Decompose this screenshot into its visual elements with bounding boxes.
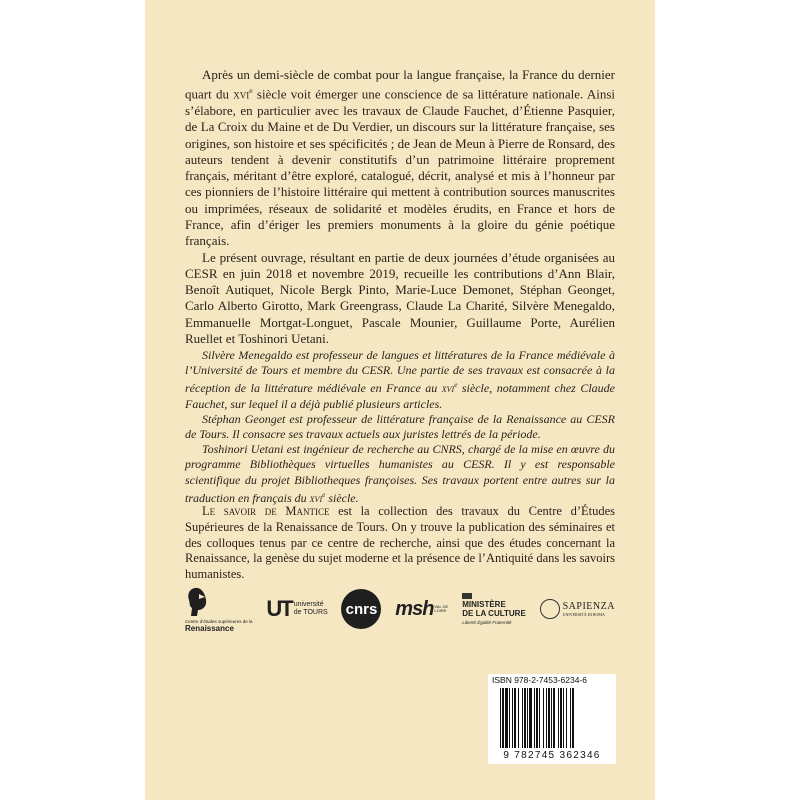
series-name: Le savoir de Mantice (202, 504, 330, 518)
universite-tours-logo (266, 596, 327, 622)
cnrs-wordmark: cnrs (341, 589, 381, 629)
sapienza-logo (540, 599, 615, 619)
ministere-line-2: DE LA CULTURE (462, 608, 526, 618)
cesr-caption: Centre d’études supérieures de la (185, 618, 253, 624)
collection-text: est la collection des travaux du Centre d’Études Supérieures de la Renaissance de Tours. On y trouve la publication des séminaires et des colloques tenus par ce centre de recherche, ainsi que des études concernant la Renaissance, la genèse du sujet moderne et la présence de l’Antiquité dans les savoirs humanistes. (185, 504, 615, 582)
ministere-motto: Liberté Égalité Fraternité (462, 620, 512, 625)
msh-caption: VAL DE LOIRE (434, 603, 449, 613)
marianne-icon (462, 593, 472, 599)
bio-geonget: Stéphan Geonget est professeur de littérature française de la Renaissance au CESR de Tours. Il consacre ses travaux actuels aux juristes lettrés de la période. (185, 411, 615, 442)
bio-uetani: Toshinori Uetani est ingénieur de recherche au CNRS, chargé de la mise en œuvre du programme Bibliothèques virtuelles humanistes au CESR. Il y est responsable scientifique du projet Bibliotheques françoises. Ses travaux portent entre autres sur la traduction en français du xvi$^e$ siècle. (185, 442, 615, 505)
barcode-digits: 9 782745 362346 (503, 750, 601, 761)
cesr-logo (185, 586, 253, 633)
summary-text (185, 67, 615, 347)
tours-wordmark (294, 601, 328, 617)
author-bios (185, 348, 615, 506)
summary-paragraph-1: Après un demi-siècle de combat pour la langue française, la France du dernier quart du xvi$^e$ siècle voit émerger une conscience de sa littérature nationale. Ainsi s’élabore, en particulier avec les travaux de Claude Fauchet, d’Étienne Pasquier, de La Croix du Maine et de Du Verdier, un discours sur la littérature française, ses origines, son histoire et ses spécificités ; de Jean de Meun à Pierre de Ronsard, des auteurs tendent à devenir constitutifs d’un patrimoine littéraire proprement français, méritant d’être exploré, catalogué, décrit, analysé et mis à l’honneur par ces pionniers de l’histoire littéraire qui mettent à contribution sources manuscrites ou imprimées, réseaux de solidarité et modèles érudits, en France et hors de France, afin d’ériger les premiers monuments à la gloire du génie poétique français. (185, 67, 615, 249)
sapienza-seal-icon (540, 599, 560, 619)
sapienza-caption: UNIVERSITÀ DI ROMA (562, 612, 605, 617)
msh-wordmark: msh (395, 597, 434, 620)
summary-paragraph-2: Le présent ouvrage, résultant en partie de deux journées d’étude organisées au CESR en juin 2018 et novembre 2019, recueille les contributions d’Ann Blair, Benoît Autiquet, Nicole Bergk Pinto, Marie-Luce Demonet, Stéphan Geonget, Carlo Alberto Girotto, Mark Greengrass, Claude La Charité, Silvère Menegaldo, Emmanuelle Mortgat-Longuet, Pascale Mounier, Guillaume Porte, Aurélien Ruellet et Toshinori Uetani. (185, 249, 615, 347)
cesr-head-icon (185, 586, 211, 618)
sapienza-name: SAPIENZA (562, 601, 615, 612)
collection-description (185, 504, 615, 583)
tours-line-2: de TOURS (293, 609, 328, 616)
isbn-label: ISBN 978-2-7453-6234-6 (492, 675, 587, 685)
sapienza-wordmark (563, 601, 615, 617)
msh-logo (395, 598, 448, 621)
bio-menegaldo: Silvère Menegaldo est professeur de langues et littératures de la France médiévale à l’Université de Tours et membre du CESR. Une partie de ses travaux est consacrée à la réception de la littérature médiévale en France au xvi$^e$ siècle, notamment chez Claude Fauchet, sur lequel il a déjà publié plusieurs articles. (185, 348, 615, 411)
tours-line-1: université (293, 601, 324, 608)
cesr-name: Renaissance (185, 623, 234, 633)
tours-monogram: UT (266, 596, 292, 621)
partner-logos (185, 584, 615, 634)
barcode (500, 688, 604, 750)
collection-paragraph (185, 504, 615, 583)
isbn-barcode-panel (488, 674, 616, 764)
ministere-culture-logo (462, 593, 526, 625)
cnrs-logo (341, 589, 381, 629)
ministere-line-1: MINISTÈRE (462, 600, 506, 609)
